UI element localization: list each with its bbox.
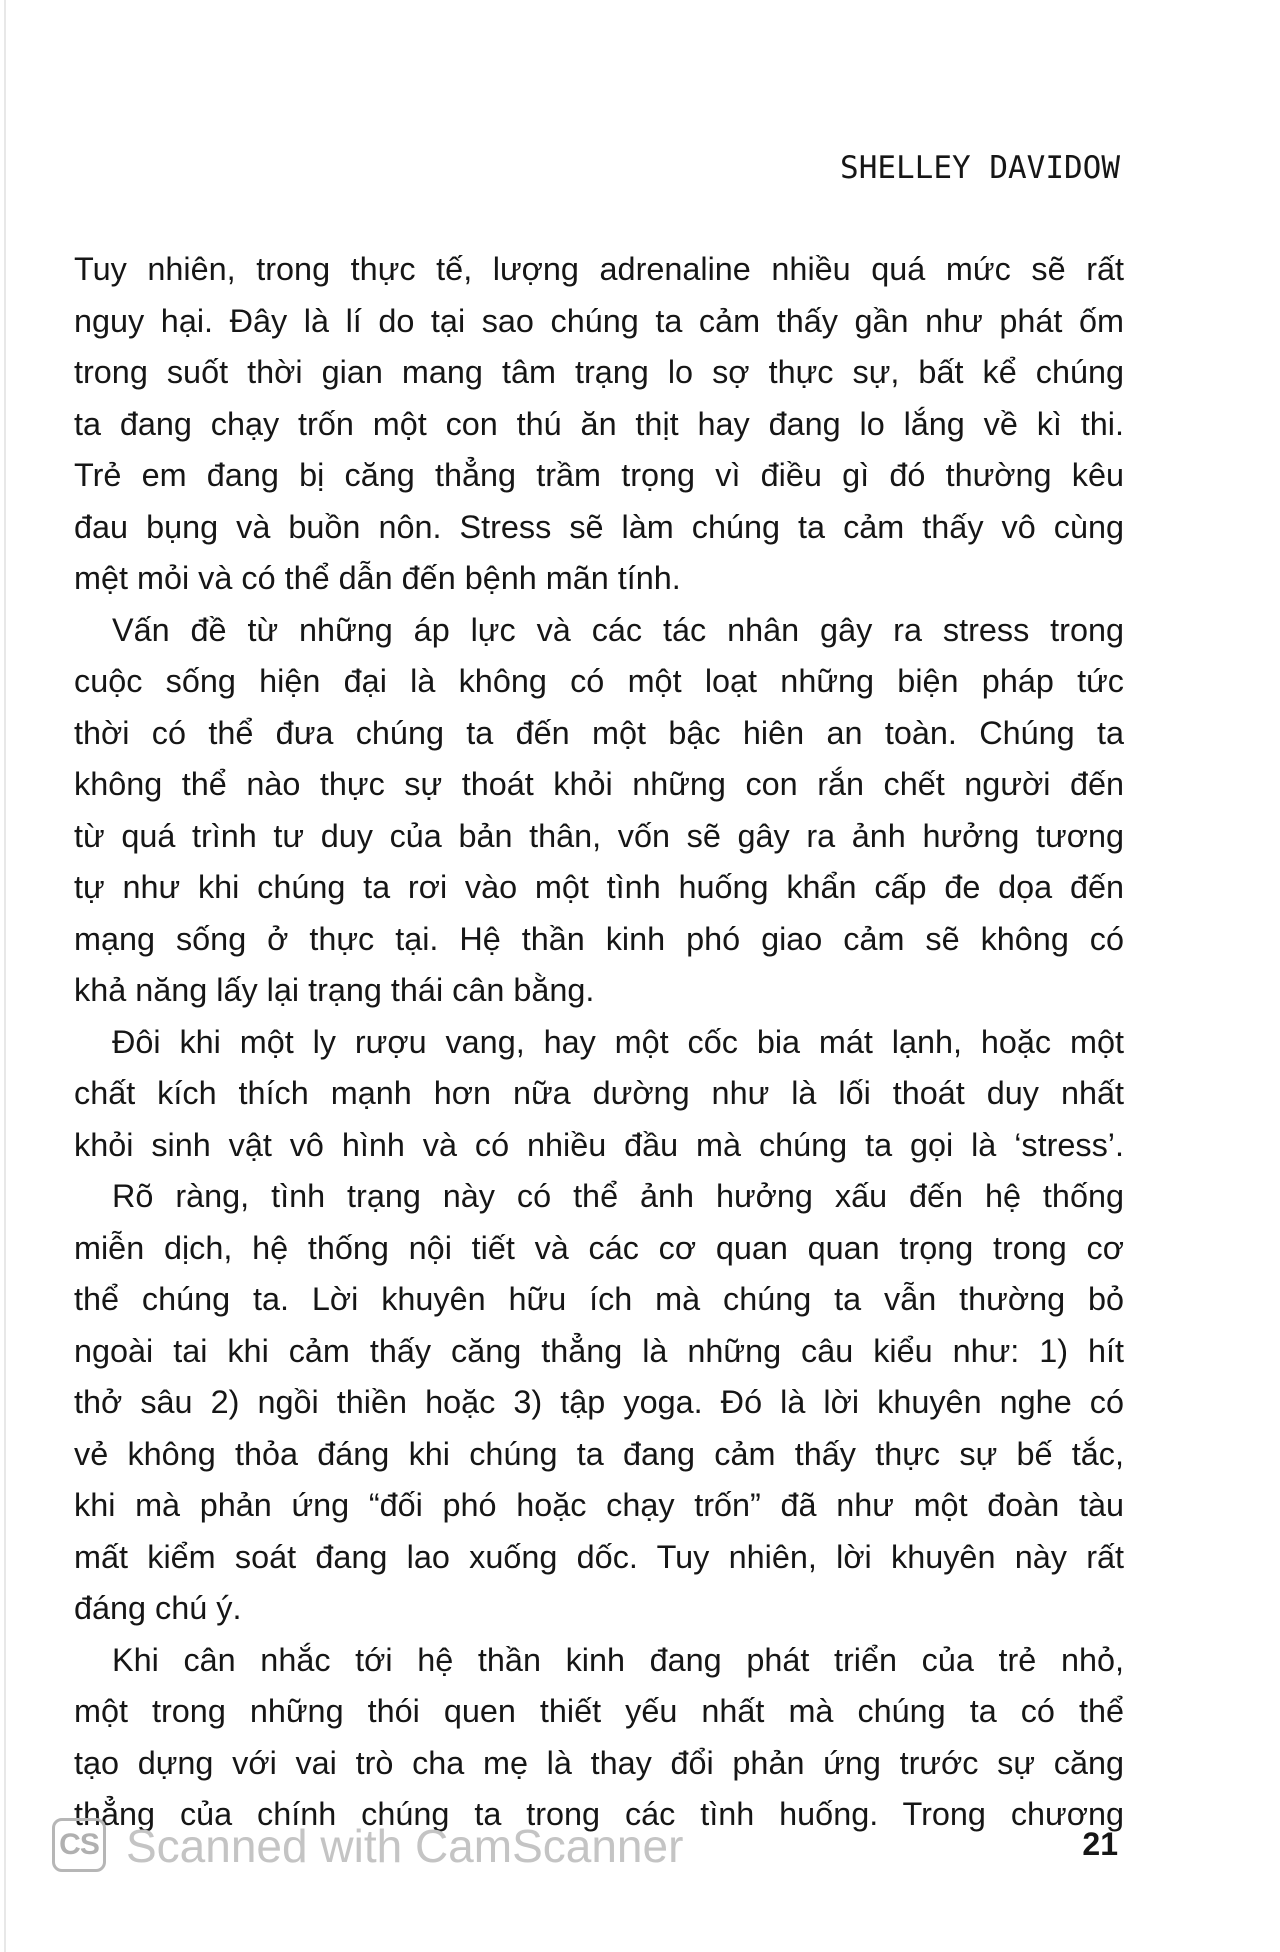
text-line: một trong những thói quen thiết yếu nhất mà chúng ta có thể	[74, 1693, 1124, 1729]
text-line: vẻ không thỏa đáng khi chúng ta đang cảm thấy thực sự bế tắc,	[74, 1435, 1124, 1472]
text-line: thể chúng ta. Lời khuyên hữu ích mà chúng ta vẫn thường bỏ	[74, 1281, 1124, 1317]
text-line: từ quá trình tư duy của bản thân, vốn sẽ gây ra ảnh hưởng tương	[74, 817, 1124, 854]
paragraph-4	[74, 1171, 1124, 1635]
text-line: Rõ ràng, tình trạng này có thể ảnh hưởng xấu đến hệ thống	[112, 1178, 1124, 1214]
scanner-watermark: Scanned with CamScanner	[126, 1820, 684, 1872]
text-line: tự như khi chúng ta rơi vào một tình huống khẩn cấp đe dọa đến	[74, 869, 1124, 905]
text-line: chất kích thích mạnh hơn nữa dường như là lối thoát duy nhất	[74, 1075, 1124, 1111]
paragraph-3	[74, 1017, 1124, 1172]
text-line: khi mà phản ứng “đối phó hoặc chạy trốn” đã như một đoàn tàu	[74, 1487, 1124, 1523]
camscanner-logo-icon	[52, 1818, 106, 1872]
text-line: đau bụng và buồn nôn. Stress sẽ làm chúng ta cảm thấy vô cùng	[74, 508, 1124, 545]
text-line: thẳng của chính chúng ta trong các tình huống. Trong chương	[74, 1796, 1124, 1832]
paragraph-5	[74, 1635, 1124, 1841]
running-header: SHELLEY DAVIDOW	[840, 150, 1120, 186]
body-text	[74, 244, 1124, 1841]
text-line: Vấn đề từ những áp lực và các tác nhân gây ra stress trong	[112, 611, 1124, 648]
page-edge	[4, 0, 6, 1952]
text-line: ta đang chạy trốn một con thú ăn thịt hay đang lo lắng về kì thi.	[74, 405, 1124, 442]
text-line: cuộc sống hiện đại là không có một loạt những biện pháp tức	[74, 663, 1124, 699]
text-line: thở sâu 2) ngồi thiền hoặc 3) tập yoga. Đó là lời khuyên nghe có	[74, 1384, 1124, 1420]
text-line: mệt mỏi và có thể dẫn đến bệnh mãn tính.	[74, 560, 681, 596]
text-line: Tuy nhiên, trong thực tế, lượng adrenaline nhiều quá mức sẽ rất	[74, 251, 1124, 287]
text-line: miễn dịch, hệ thống nội tiết và các cơ quan quan trọng trong cơ	[74, 1229, 1124, 1266]
text-line: khỏi sinh vật vô hình và có nhiều đầu mà chúng ta gọi là ‘stress’.	[74, 1126, 1124, 1163]
text-line: thời có thể đưa chúng ta đến một bậc hiên an toàn. Chúng ta	[74, 714, 1124, 751]
text-line: Trẻ em đang bị căng thẳng trầm trọng vì điều gì đó thường kêu	[74, 457, 1124, 493]
text-line: trong suốt thời gian mang tâm trạng lo sợ thực sự, bất kể chúng	[74, 354, 1124, 390]
text-line: khả năng lấy lại trạng thái cân bằng.	[74, 972, 595, 1008]
camscanner-logo-text: CS	[59, 1828, 99, 1861]
text-line: tạo dựng với vai trò cha mẹ là thay đổi phản ứng trước sự căng	[74, 1744, 1124, 1781]
text-line: Khi cân nhắc tới hệ thần kinh đang phát triển của trẻ nhỏ,	[112, 1641, 1124, 1678]
text-line: mạng sống ở thực tại. Hệ thần kinh phó giao cảm sẽ không có	[74, 920, 1124, 957]
paragraph-1	[74, 244, 1124, 605]
paragraph-2	[74, 605, 1124, 1017]
page-number: 21	[1082, 1826, 1118, 1862]
text-line: đáng chú ý.	[74, 1590, 242, 1626]
text-line: nguy hại. Đây là lí do tại sao chúng ta cảm thấy gần như phát ốm	[74, 302, 1124, 339]
text-line: mất kiểm soát đang lao xuống dốc. Tuy nhiên, lời khuyên này rất	[74, 1538, 1124, 1575]
text-line: không thể nào thực sự thoát khỏi những con rắn chết người đến	[74, 766, 1124, 802]
text-line: Đôi khi một ly rượu vang, hay một cốc bia mát lạnh, hoặc một	[112, 1023, 1124, 1060]
text-line: ngoài tai khi cảm thấy căng thẳng là những câu kiểu như: 1) hít	[74, 1332, 1124, 1369]
